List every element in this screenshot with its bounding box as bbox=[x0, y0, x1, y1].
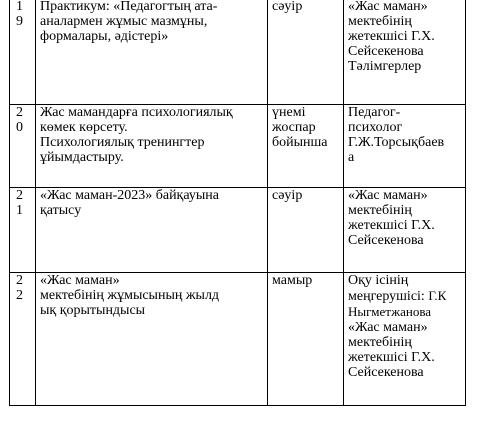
responsible-head-name: Г.К Ныгметжанова bbox=[348, 288, 447, 319]
event-cell bbox=[36, 105, 268, 188]
event-cell bbox=[36, 0, 268, 105]
date-text: мамыр bbox=[272, 273, 313, 288]
event-text: Жас мамандарға психологиялық көмек көрсету. Психологиялық тренингтер ұйымдастыру. bbox=[40, 105, 233, 165]
plan-table bbox=[9, 0, 466, 406]
event-text: Практикум: «Педагогтың ата- аналармен жұмыс мазмұны, формалары, әдістері» bbox=[40, 0, 218, 44]
date-cell bbox=[268, 0, 344, 105]
event-text: «Жас маман» мектебінің жұмысының жылд ық қорытындысы bbox=[40, 273, 220, 318]
event-text: «Жас маман-2023» байқауына қатысу bbox=[40, 188, 219, 218]
date-text: сәуір bbox=[272, 0, 303, 14]
responsible-cell bbox=[344, 273, 466, 406]
date-cell bbox=[268, 273, 344, 406]
date-cell bbox=[268, 105, 344, 188]
table-row bbox=[10, 188, 466, 273]
date-text: сәуір bbox=[272, 188, 303, 203]
row-number: 2 0 bbox=[10, 105, 36, 188]
responsible-text: «Жас маман» мектебінің жетекшісі Г.Х. Сейсекенова bbox=[348, 320, 435, 380]
responsible-head-label: Оқу ісінің меңгерушісі: bbox=[348, 273, 425, 304]
date-text: үнемі жоспар бойынша bbox=[272, 105, 328, 150]
responsible-head-text bbox=[348, 273, 463, 320]
responsible-text: Педагог- психолог Г.Ж.Торсықбаев а bbox=[348, 105, 445, 165]
date-cell bbox=[268, 188, 344, 273]
responsible-text: «Жас маман» мектебінің жетекшісі Г.Х. Сейсекенова bbox=[348, 188, 435, 248]
responsible-cell bbox=[344, 105, 466, 188]
row-number: 1 9 bbox=[10, 0, 36, 105]
event-cell bbox=[36, 188, 268, 273]
responsible-text: «Жас маман» мектебінің жетекшісі Г.Х. Сейсекенова Тәлімгерлер bbox=[348, 0, 435, 74]
table-row bbox=[10, 0, 466, 105]
responsible-cell bbox=[344, 188, 466, 273]
event-cell bbox=[36, 273, 268, 406]
responsible-cell bbox=[344, 0, 466, 105]
table-row bbox=[10, 105, 466, 188]
table-row bbox=[10, 273, 466, 406]
row-number: 2 1 bbox=[10, 188, 36, 273]
row-number: 2 2 bbox=[10, 273, 36, 406]
